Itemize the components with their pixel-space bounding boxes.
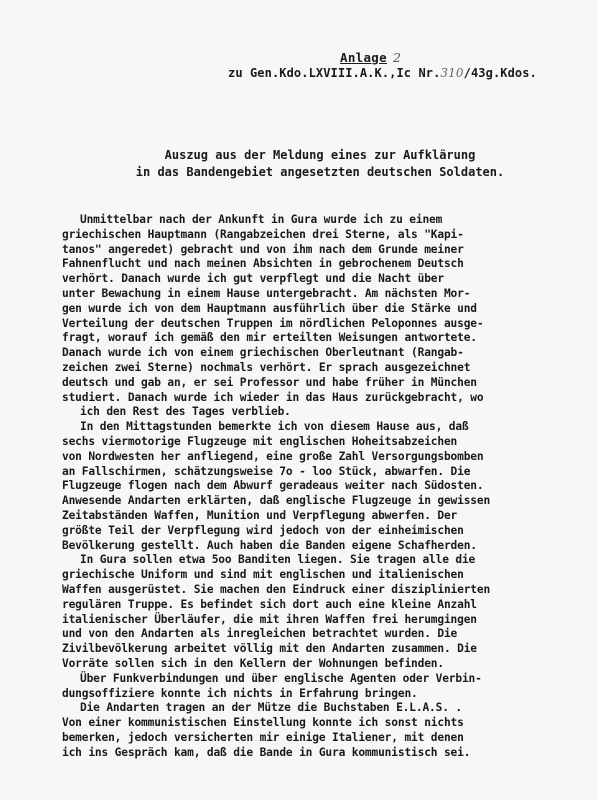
- reference-prefix: zu Gen.Kdo.LXVIII.A.K.,Ic Nr.: [228, 66, 441, 80]
- body-line: Über Funkverbindungen und über englische Agenten oder Verbin-: [80, 671, 482, 685]
- body-line: größte Teil der Verpflegung wird jedoch von der einheimischen: [62, 523, 464, 537]
- body-line: Vorräte sollen sich in den Kellern der Wohnungen befinden.: [62, 656, 444, 670]
- body-line: von Nordwesten her anfliegend, eine große Zahl Versorgungsbomben: [62, 449, 484, 463]
- reference-number: 310: [440, 66, 464, 80]
- annex-number: 2: [392, 50, 402, 65]
- annex-label-text: Anlage: [340, 50, 387, 65]
- report-body: [62, 213, 592, 760]
- body-line: studiert. Danach wurde ich wieder in das Haus zurückgebracht, wo: [62, 390, 484, 404]
- body-line: zeichen zwei Sterne) nochmals verhört. Er sprach ausgezeichnet: [62, 360, 471, 374]
- body-line: bemerken, jedoch versicherten mir einige Italiener, mit denen: [62, 730, 464, 744]
- body-line: Fahnenflucht und nach meinen Absichten in gebrochenem Deutsch: [62, 257, 464, 271]
- body-line: Danach wurde ich von einem griechischen Oberleutnant (Rangab-: [62, 346, 464, 360]
- body-line: griechischen Hauptmann (Rangabzeichen drei Sterne, als "Kapi-: [62, 227, 464, 241]
- body-line: regulären Truppe. Es befindet sich dort auch eine kleine Anzahl: [62, 597, 477, 611]
- body-line: italienischer Überläufer, die mit ihren Waffen frei herumgingen: [62, 612, 477, 626]
- body-line: dungsoffiziere konnte ich nichts in Erfahrung bringen.: [62, 686, 418, 700]
- reference-line: [228, 66, 537, 80]
- body-line: Zivilbevölkerung arbeitet völlig mit den Andarten zusammen. Die: [62, 642, 477, 656]
- body-line: Von einer kommunistischen Einstellung konnte ich sonst nichts: [62, 716, 464, 730]
- body-line: fragt, worauf ich gemäß den mir erteilten Weisungen antwortete.: [62, 331, 477, 345]
- body-line: sechs viermotorige Flugzeuge mit englischen Hoheitsabzeichen: [62, 434, 458, 448]
- title-line: Auszug aus der Meldung eines zur Aufklärung: [164, 148, 476, 162]
- body-line: Zeitabständen Waffen, Munition und Verpflegung abwerfen. Der: [62, 508, 458, 522]
- body-line: Verteilung der deutschen Truppen im nördlichen Peloponnes ausge-: [62, 316, 484, 330]
- document-title: [60, 147, 580, 181]
- body-line: Flugzeuge flogen nach dem Abwurf geradeaus weiter nach Südosten.: [62, 479, 484, 493]
- body-line: griechische Uniform und sind mit englischen und italienischen: [62, 568, 464, 582]
- annex-label: [340, 50, 401, 65]
- body-line: verhört. Danach wurde ich gut verpflegt und die Nacht über: [62, 272, 444, 286]
- body-line: und von den Andarten als inregleichen betrachtet wurden. Die: [62, 627, 458, 641]
- body-line: unter Bewachung in einem Hause untergebracht. Am nächsten Mor-: [62, 286, 471, 300]
- body-line: an Fallschirmen, schätzungsweise 7o - loo Stück, abwarfen. Die: [62, 464, 471, 478]
- body-line: In den Mittagstunden bemerkte ich von diesem Hause aus, daß: [80, 420, 469, 434]
- body-line: ich den Rest des Tages verblieb.: [80, 405, 291, 419]
- body-line: tanos" angeredet) gebracht und von ihm nach dem Grunde meiner: [62, 242, 464, 256]
- body-line: Bevölkerung gestellt. Auch haben die Banden eigene Schafherden.: [62, 538, 477, 552]
- body-line: deutsch und gab an, er sei Professor und habe früher in München: [62, 375, 477, 389]
- title-line: in das Bandengebiet angesetzten deutschen Soldaten.: [135, 165, 505, 179]
- body-line: Anwesende Andarten erklärten, daß englische Flugzeuge in gewissen: [62, 494, 491, 508]
- body-line: ich ins Gespräch kam, daß die Bande in Gura kommunistisch sei.: [62, 745, 471, 759]
- body-line: In Gura sollen etwa 5oo Banditen liegen. Sie tragen alle die: [80, 553, 476, 567]
- body-line: gen wurde ich von dem Hauptmann ausführlich über die Stärke und: [62, 301, 477, 315]
- body-line: Die Andarten tragen an der Mütze die Buchstaben E.L.A.S. .: [80, 701, 462, 715]
- body-line: Waffen ausgerüstet. Sie machen den Eindruck einer disziplinierten: [62, 582, 491, 596]
- body-line: Unmittelbar nach der Ankunft in Gura wurde ich zu einem: [80, 213, 443, 226]
- reference-suffix: /43g.Kdos.: [463, 66, 537, 80]
